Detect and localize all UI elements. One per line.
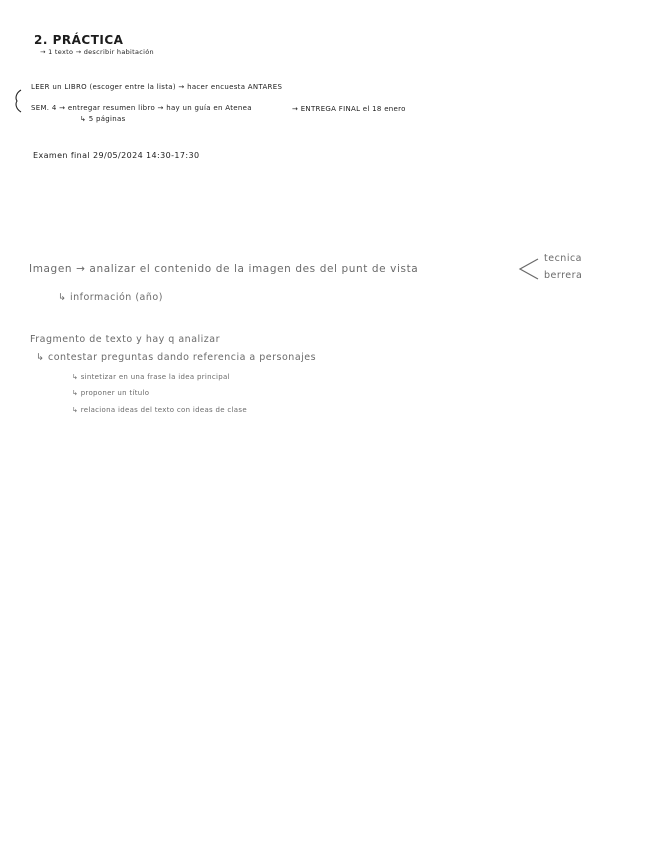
exam-date: Examen final 29/05/2024 14:30-17:30 bbox=[33, 151, 200, 160]
image-sub: ↳ información (año) bbox=[58, 292, 163, 303]
note-sem: SEM. 4 → entregar resumen libro → hay un guía en Atenea bbox=[31, 104, 252, 112]
fragment-item-1: ↳ contestar preguntas dando referencia a personajes bbox=[36, 352, 317, 363]
section-title: 2. PRÁCTICA bbox=[34, 33, 124, 47]
bracket-icon bbox=[516, 257, 540, 281]
fragment-item-2: ↳ sintetizar en una frase la idea principal bbox=[72, 373, 230, 381]
note-sem-end: → ENTREGA FINAL el 18 enero bbox=[292, 105, 406, 113]
fragment-item-3: ↳ proponer un título bbox=[72, 389, 150, 397]
fragment-line: Fragmento de texto y hay q analizar bbox=[30, 334, 221, 345]
section-subtitle: → 1 texto → describir habitación bbox=[40, 48, 154, 56]
note-sem-sub: ↳ 5 páginas bbox=[80, 115, 126, 123]
branch-bottom: berrera bbox=[544, 270, 583, 281]
image-line: Imagen → analizar el contenido de la imagen des del punt de vista bbox=[29, 263, 419, 275]
note-leer: LEER un LIBRO (escoger entre la lista) → hacer encuesta ANTARES bbox=[31, 83, 283, 91]
branch-top: tecnica bbox=[544, 253, 582, 264]
brace-icon bbox=[13, 89, 23, 113]
fragment-item-4: ↳ relaciona ideas del texto con ideas de clase bbox=[72, 406, 247, 414]
